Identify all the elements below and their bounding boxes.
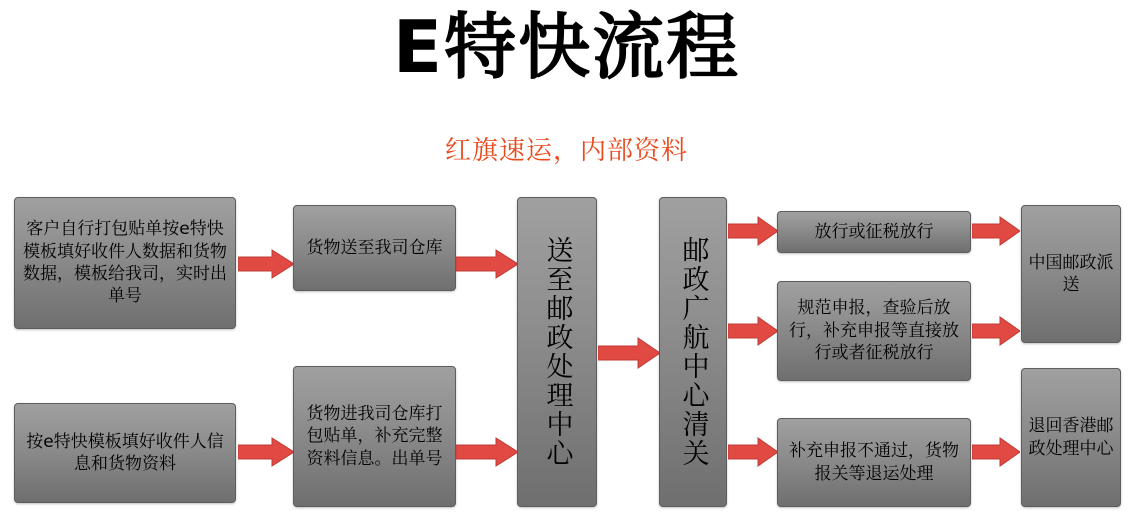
- flow-node-postal-processing-center: 送至邮政处理中心: [517, 197, 597, 507]
- arrow-n4-n10: [728, 437, 778, 467]
- flow-node-customs-clearance: 邮政广航中心清关: [659, 197, 727, 507]
- flow-node-china-post-delivery: 中国邮政派送: [1021, 205, 1121, 343]
- arrow-n10-n11: [972, 437, 1020, 467]
- arrow-n4-n5: [728, 216, 778, 246]
- page-title: E特快流程: [392, 5, 741, 89]
- flow-node-release-or-tax-release: 放行或征税放行: [777, 211, 971, 253]
- arrow-n9-n3: [456, 436, 518, 468]
- arrow-n2-n3: [456, 248, 518, 280]
- flow-node-warehouse-packing: 货物进我司仓库打包贴单，补充完整资料信息。出单号: [293, 366, 456, 507]
- arrow-n3-n4: [598, 336, 660, 370]
- arrow-n8-n9: [238, 436, 294, 468]
- arrow-n4-n7: [728, 316, 778, 346]
- flow-node-declaration-rejected: 补充申报不通过，货物报关等退运处理: [777, 418, 971, 507]
- page-subtitle: 红旗速运，内部资料: [444, 136, 688, 166]
- flow-node-fill-template-info: 按e特快模板填好收件人信息和货物资料: [14, 403, 236, 503]
- arrow-n7-n6: [972, 316, 1020, 346]
- arrow-n1-n2: [238, 248, 294, 280]
- flow-node-customer-packing: 客户自行打包贴单按e特快模板填好收件人数据和货物数据，模板给我司，实时出单号: [14, 197, 236, 329]
- flow-node-goods-to-warehouse: 货物送至我司仓库: [293, 205, 456, 291]
- flow-node-standard-declaration: 规范申报，查验后放行，补充申报等直接放行或者征税放行: [777, 281, 971, 381]
- arrow-n5-n6: [972, 216, 1020, 246]
- flow-node-return-to-hk-post: 退回香港邮政处理中心: [1021, 368, 1121, 507]
